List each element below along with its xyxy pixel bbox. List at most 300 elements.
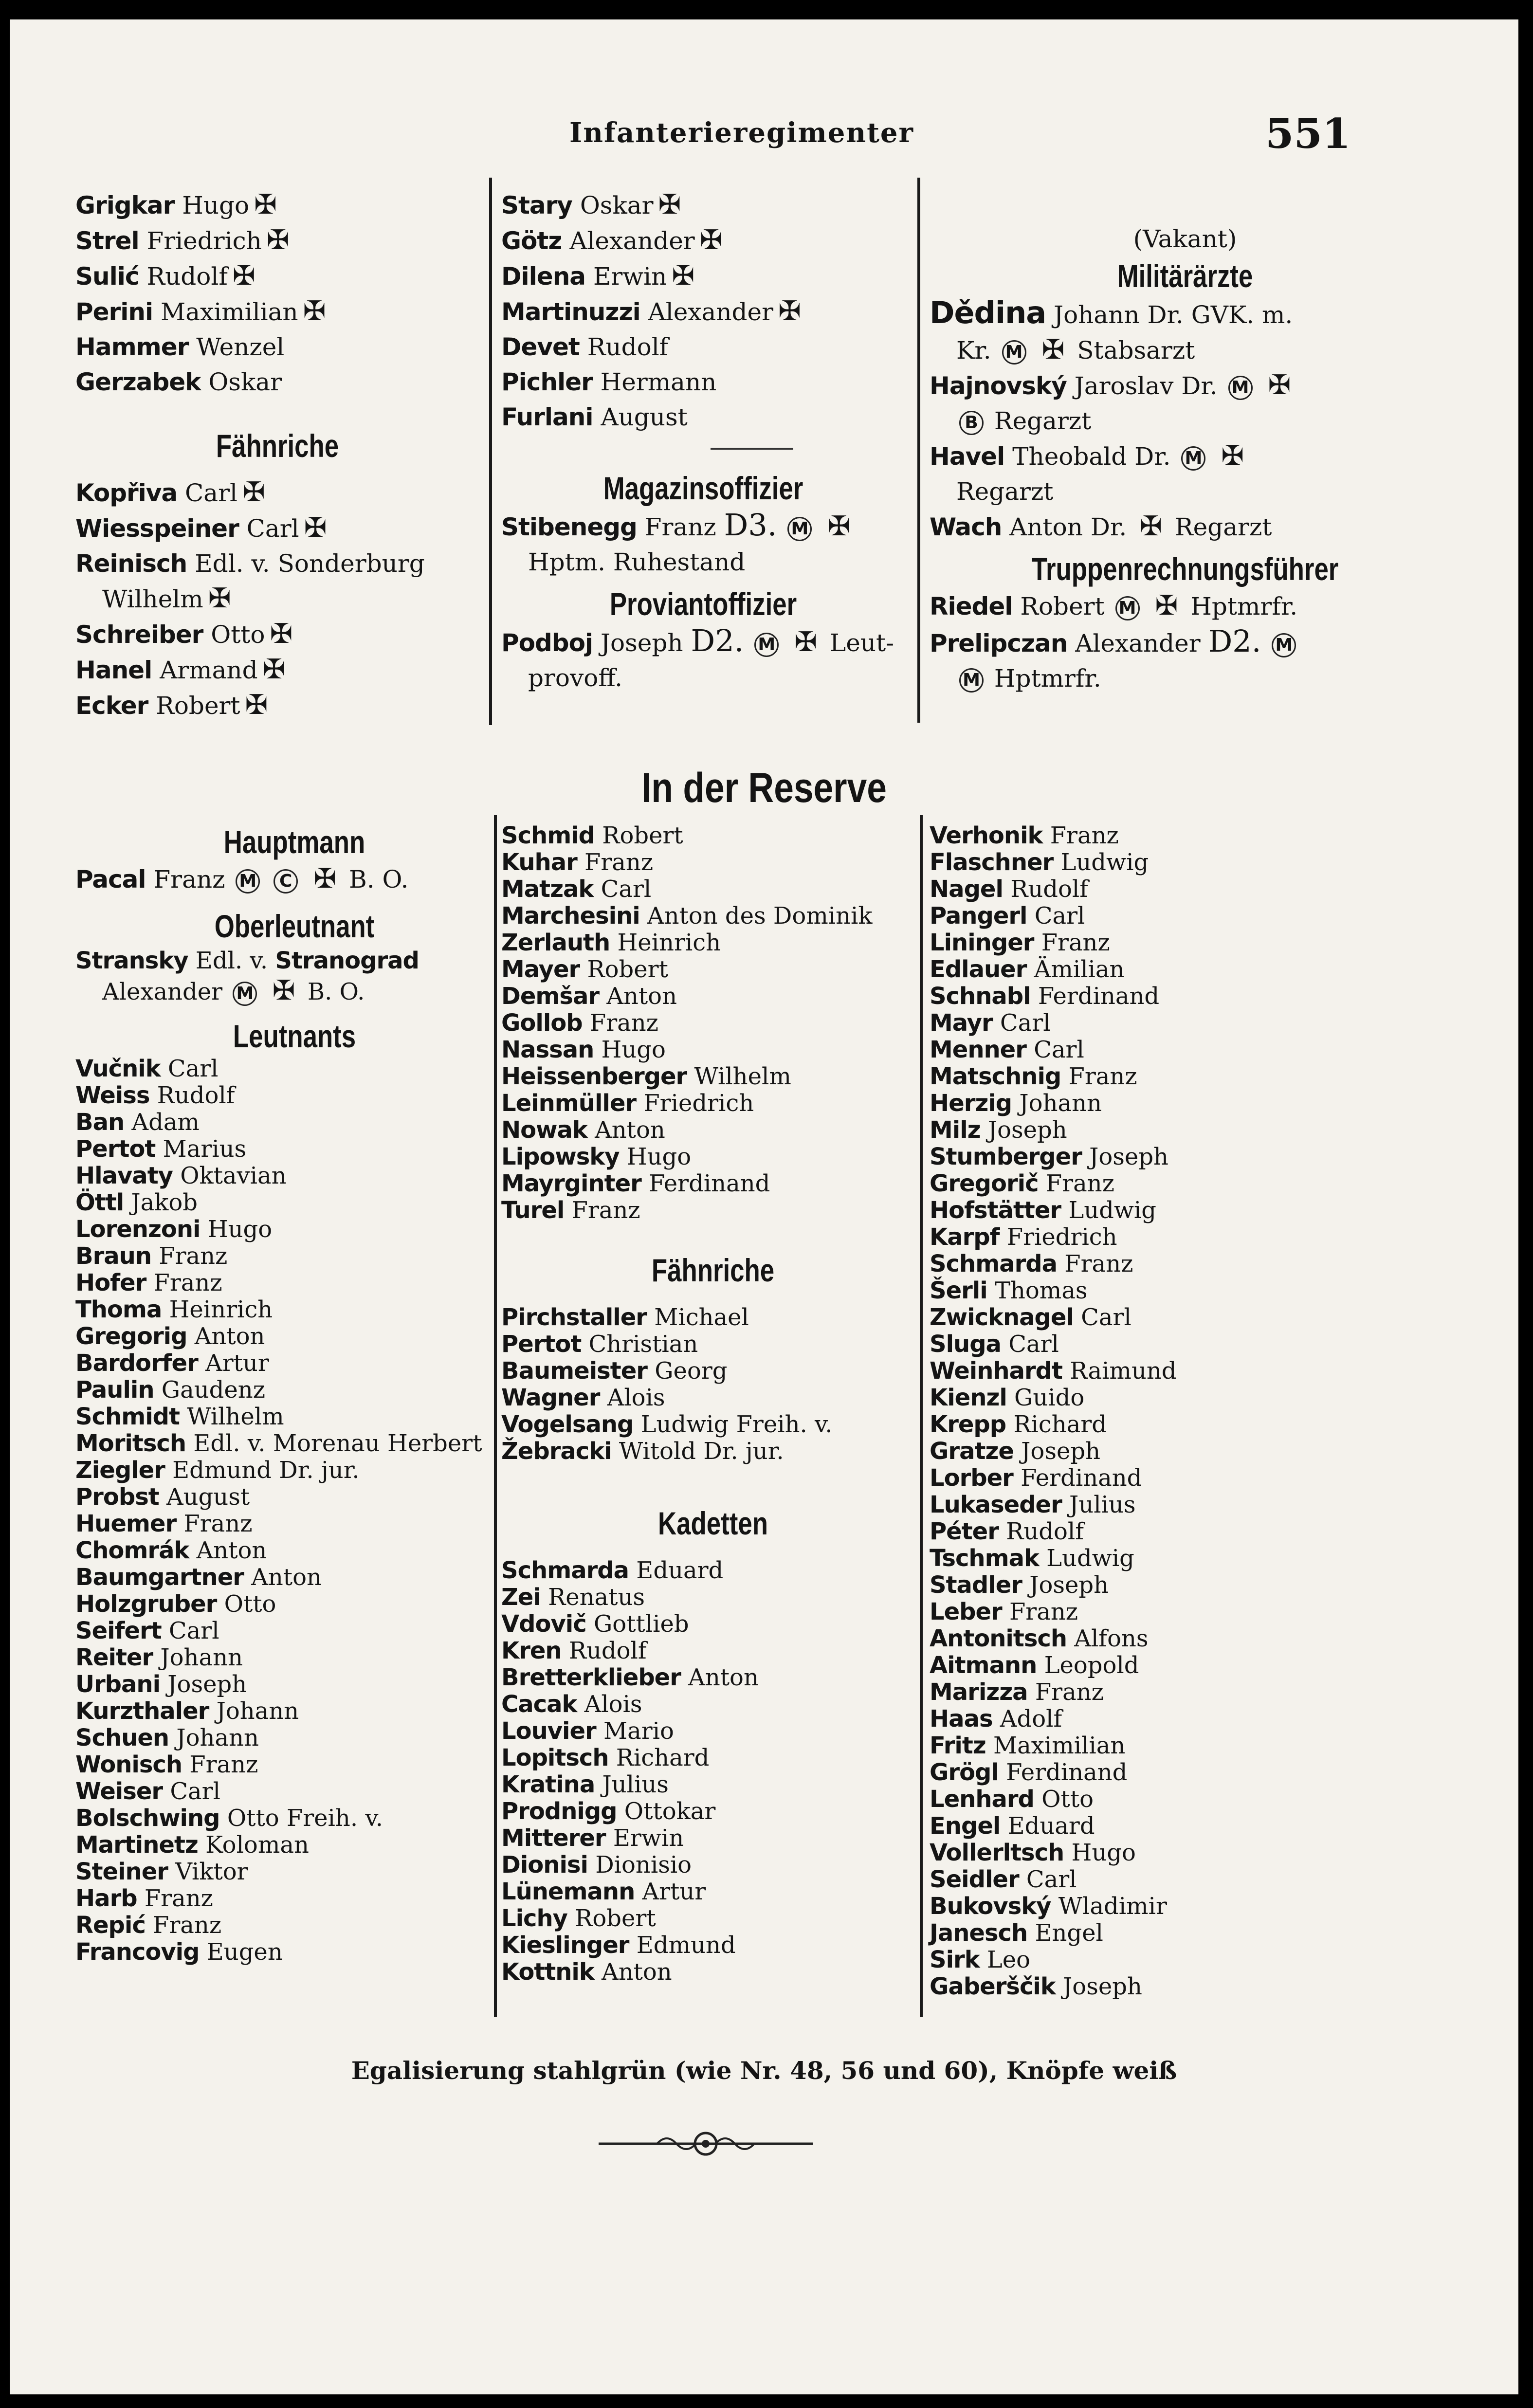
list-item <box>501 329 905 365</box>
surname: Schmid <box>501 822 595 849</box>
list-item <box>75 365 479 400</box>
cross-pattee-icon: ✠ <box>1221 440 1244 472</box>
surname: Pertot <box>75 1135 156 1163</box>
given-name: Edl. v. Morenau Herbert <box>193 1430 482 1457</box>
list-item <box>501 1438 925 1465</box>
given-name: Franz <box>1041 929 1110 956</box>
list-item <box>75 1082 513 1109</box>
surname: Ziegler <box>75 1457 165 1484</box>
cross-pattee-icon: ✠ <box>232 260 256 292</box>
surname: Devet <box>501 333 580 361</box>
surname: Kuhar <box>501 849 577 876</box>
list-item-continuation: Hptm. Ruhestand <box>528 548 746 576</box>
list-item <box>75 546 479 581</box>
surname: Stadler <box>930 1571 1022 1599</box>
surname: Götz <box>501 227 562 255</box>
list-item <box>930 849 1441 876</box>
circled-M-icon: M <box>233 982 257 1006</box>
list-item <box>930 1840 1441 1866</box>
cross-pattee-icon: ✠ <box>208 583 231 614</box>
surname: Dionisi <box>501 1851 588 1879</box>
surname: Baumeister <box>501 1357 647 1385</box>
cross-pattee-icon: ✠ <box>254 189 277 220</box>
surname: Péter <box>930 1518 999 1545</box>
list-item <box>501 983 925 1010</box>
list-item <box>501 1584 925 1611</box>
given-name: Robert <box>602 822 683 849</box>
given-name: Alois <box>584 1691 642 1718</box>
given-name: Johann <box>160 1644 243 1671</box>
surname: Zerlauth <box>501 929 610 956</box>
given-name: Engel <box>1035 1919 1103 1947</box>
list-item <box>501 1170 925 1197</box>
given-name: Friedrich <box>146 227 262 255</box>
list-item <box>75 475 479 511</box>
surname: Holzgruber <box>75 1590 217 1618</box>
given-name: Edl. v. Sonderburg <box>195 549 425 578</box>
list-item <box>501 1611 925 1638</box>
surname: Urbani <box>75 1671 161 1698</box>
list-item <box>930 930 1441 956</box>
given-name: Alexander <box>569 227 695 255</box>
given-name: Johann <box>1019 1090 1102 1117</box>
surname: Bardorfer <box>75 1350 198 1377</box>
given-name: Ludwig Freih. v. <box>640 1411 833 1438</box>
surname: Schmarda <box>501 1557 629 1584</box>
given-name: Hugo <box>1071 1839 1136 1866</box>
surname: Kopřiva <box>75 479 178 507</box>
surname: Grigkar <box>75 191 175 219</box>
surname: Dilena <box>501 262 586 291</box>
given-name: Ämilian <box>1034 956 1125 983</box>
list-item: Dědina Johann Dr. GVK. m. <box>930 295 1293 330</box>
given-name: Franz <box>571 1197 640 1224</box>
given-name: Joseph <box>987 1116 1067 1144</box>
given-name: Hugo <box>601 1036 666 1063</box>
cross-pattee-icon: ✠ <box>266 224 290 256</box>
circled-M-icon: M <box>1181 446 1205 471</box>
given-name: Rudolf <box>568 1637 647 1664</box>
list-item <box>75 1912 513 1939</box>
given-name: Hugo <box>207 1216 273 1243</box>
surname: Engel <box>930 1812 1001 1840</box>
given-name: Thomas <box>994 1277 1088 1304</box>
given-name: Friedrich <box>1006 1223 1117 1251</box>
given-name: Franz <box>153 1269 222 1296</box>
list-item <box>930 1251 1441 1277</box>
section-heading-hauptmann: Hauptmann <box>223 824 365 860</box>
surname: Gratze <box>930 1438 1014 1465</box>
given-name: Wenzel <box>196 333 285 361</box>
column-3-top <box>930 187 1441 696</box>
list-item <box>930 1090 1441 1117</box>
given-name: Robert <box>156 692 240 720</box>
surname: Ban <box>75 1109 125 1136</box>
list-item <box>75 1885 513 1912</box>
given-name: Ludwig <box>1060 849 1149 876</box>
surname: Bukovský <box>930 1893 1051 1920</box>
surname: Sluga <box>930 1331 1001 1358</box>
cross-pattee-icon: ✠ <box>304 512 327 544</box>
given-name: Dionisio <box>595 1851 692 1879</box>
section-heading-proviantoffizier: Proviantoffizier <box>609 586 797 622</box>
given-name: Ferdinand <box>649 1170 770 1197</box>
surname: Flaschner <box>930 849 1054 876</box>
surname: Lünemann <box>501 1878 635 1905</box>
list-item <box>75 581 479 617</box>
given-name: Joseph <box>1089 1143 1168 1170</box>
given-name: Michael <box>654 1304 749 1331</box>
given-name: Adolf <box>1000 1705 1062 1733</box>
list-item <box>930 1920 1441 1947</box>
surname: Aitmann <box>930 1652 1037 1679</box>
circled-M-icon: M <box>236 869 260 894</box>
given-name: Adam <box>131 1109 200 1136</box>
footer-note: Egalisierung stahlgrün (wie Nr. 48, 56 und 60), Knöpfe weiß <box>351 2056 1177 2085</box>
surname: Marchesini <box>501 902 640 930</box>
surname: Mayer <box>501 956 580 983</box>
vakant-note: (Vakant) <box>1133 225 1237 253</box>
surname: Nagel <box>930 876 1003 903</box>
list-item <box>930 1572 1441 1599</box>
list-item <box>930 1599 1441 1625</box>
given-name: Oskar <box>208 368 282 396</box>
surname: Matschnig <box>930 1063 1061 1090</box>
list-item <box>75 1350 513 1377</box>
list-item <box>930 1331 1441 1358</box>
list-item <box>501 1090 925 1117</box>
surname: Kratina <box>501 1771 595 1798</box>
given-name: Ferdinand <box>1006 1759 1128 1786</box>
list-item <box>501 1358 925 1385</box>
surname: Bretterklieber <box>501 1664 681 1691</box>
surname: Milz <box>930 1116 981 1144</box>
list-item <box>930 1304 1441 1331</box>
list-item: Riedel Robert M ✠ Hptmrfr. <box>930 590 1298 621</box>
surname: Demšar <box>501 983 600 1010</box>
list-item <box>75 1751 513 1778</box>
ornament-divider <box>599 2127 813 2161</box>
given-name: Johann <box>176 1724 259 1751</box>
given-name: Robert <box>587 956 668 983</box>
cross-pattee-icon: ✠ <box>699 224 723 256</box>
section-heading-faehnriche-reserve: Fähnriche <box>651 1252 775 1288</box>
list-item <box>75 1430 513 1457</box>
surname: Huemer <box>75 1510 177 1537</box>
given-name: Joseph <box>1029 1571 1109 1599</box>
list-item <box>501 1691 925 1718</box>
surname: Nassan <box>501 1036 594 1063</box>
given-name: Leo <box>986 1946 1031 1973</box>
list-item <box>501 930 925 956</box>
surname: Weiser <box>75 1778 163 1805</box>
list-item-continuation: provoff. <box>528 664 622 692</box>
list-item <box>75 1243 513 1270</box>
given-name: Franz <box>183 1510 253 1537</box>
list-item <box>75 1270 513 1296</box>
surname: Schmarda <box>930 1250 1058 1277</box>
list-item <box>501 258 905 294</box>
surname: Schnabl <box>930 983 1031 1010</box>
given-name: Alfons <box>1074 1625 1149 1652</box>
column-2-top <box>501 187 905 695</box>
surname: Reinisch <box>75 549 187 578</box>
cross-pattee-icon: ✠ <box>1139 511 1163 542</box>
given-name: Hugo <box>626 1143 692 1170</box>
given-name: Franz <box>1035 1678 1104 1706</box>
surname: Pichler <box>501 368 593 396</box>
list-item <box>75 1404 513 1430</box>
surname: Strel <box>75 227 139 255</box>
list-item <box>930 983 1441 1010</box>
surname: Weinhardt <box>930 1357 1062 1385</box>
surname: Hlavaty <box>75 1162 173 1189</box>
surname: Repić <box>75 1912 146 1939</box>
given-name: Anton <box>196 1537 267 1564</box>
list-item <box>75 294 479 329</box>
list-item: Prelipczan Alexander D2. M <box>930 624 1441 661</box>
given-name: Franz <box>1064 1250 1133 1277</box>
surname: Louvier <box>501 1717 596 1745</box>
given-name: Witold Dr. jur. <box>619 1438 784 1465</box>
surname: Prodnigg <box>501 1798 617 1825</box>
list-item <box>75 1163 513 1189</box>
surname: Lukaseder <box>930 1491 1062 1518</box>
circled-M-icon: M <box>1002 340 1026 365</box>
section-heading-leutnants: Leutnants <box>233 1018 356 1054</box>
list-item <box>75 1859 513 1885</box>
list-item <box>501 1905 925 1932</box>
surname: Baumgartner <box>75 1564 244 1591</box>
surname: Schmidt <box>75 1403 180 1430</box>
circled-M-icon: M <box>754 633 779 657</box>
list-item <box>501 822 925 849</box>
list-item <box>930 1197 1441 1224</box>
surname: Stary <box>501 191 572 219</box>
list-item <box>501 187 905 223</box>
given-name: Erwin <box>613 1824 684 1852</box>
list-item <box>930 1947 1441 1973</box>
surname: Turel <box>501 1197 565 1224</box>
list-item <box>75 1832 513 1859</box>
given-name: Oskar <box>580 191 654 219</box>
list-item <box>930 1037 1441 1063</box>
list-item <box>75 223 479 258</box>
surname: Schuen <box>75 1724 169 1751</box>
list-item <box>930 1117 1441 1144</box>
given-name: Renatus <box>548 1584 645 1611</box>
given-name: Artur <box>205 1350 269 1377</box>
list-item <box>930 1518 1441 1545</box>
column-divider <box>489 178 492 725</box>
surname: Lichy <box>501 1905 567 1932</box>
given-name: Rudolf <box>157 1082 235 1109</box>
list-item <box>501 1411 925 1438</box>
given-name: Franz <box>1068 1063 1137 1090</box>
surname: Marizza <box>930 1678 1028 1706</box>
list-item <box>75 617 479 652</box>
given-name: Friedrich <box>643 1090 754 1117</box>
list-item <box>75 1939 513 1966</box>
surname: Paulin <box>75 1376 154 1404</box>
surname: Pertot <box>501 1331 582 1358</box>
list-item <box>501 294 905 329</box>
given-name: Armand <box>160 656 258 684</box>
list-item <box>501 1664 925 1691</box>
list-item <box>930 1010 1441 1037</box>
given-name: Artur <box>642 1878 706 1905</box>
list-item <box>75 1778 513 1805</box>
list-item <box>930 1733 1441 1759</box>
list-item-continuation: Regarzt <box>956 477 1054 506</box>
surname: Lininger <box>930 929 1034 956</box>
list-item: Stibenegg Franz D3. M ✠ <box>501 507 851 543</box>
list-item <box>75 1671 513 1698</box>
list-item <box>501 1304 925 1331</box>
given-name: Ottokar <box>624 1798 716 1825</box>
column-divider <box>917 178 920 723</box>
surname: Mayrginter <box>501 1170 641 1197</box>
list-item <box>930 1063 1441 1090</box>
list-item <box>930 1170 1441 1197</box>
list-item <box>930 1706 1441 1733</box>
given-name: Jakob <box>131 1189 198 1216</box>
list-item <box>930 1625 1441 1652</box>
list-item <box>75 1618 513 1644</box>
given-name: Koloman <box>205 1831 309 1859</box>
given-name: Leopold <box>1044 1652 1139 1679</box>
given-name: Anton <box>688 1664 759 1691</box>
surname: Probst <box>75 1483 159 1511</box>
given-name: Ludwig <box>1046 1545 1134 1572</box>
given-name: Franz <box>189 1751 258 1778</box>
given-name: Carl <box>1034 1036 1084 1063</box>
given-name: Carl <box>1034 902 1085 930</box>
list-item <box>501 223 905 258</box>
surname: Vollerltsch <box>930 1839 1064 1866</box>
given-name: Franz <box>584 849 654 876</box>
given-name: Eugen <box>206 1938 283 1966</box>
surname: Kieslinger <box>501 1932 629 1959</box>
given-name: Otto Freih. v. <box>227 1805 383 1832</box>
cross-pattee-icon: ✠ <box>242 476 265 508</box>
surname: Antonitsch <box>930 1625 1067 1652</box>
circled-M-icon: M <box>1228 376 1253 400</box>
list-item <box>75 329 479 365</box>
cross-pattee-icon: ✠ <box>245 689 268 721</box>
given-name: Heinrich <box>169 1296 273 1323</box>
list-item: Havel Theobald Dr. M ✠ <box>930 440 1244 472</box>
list-item: Podboj Joseph D2. M ✠ Leut- <box>501 623 894 658</box>
given-name: Anton <box>606 983 677 1010</box>
given-name: Hermann <box>600 368 717 396</box>
given-name: Gottlieb <box>593 1610 689 1638</box>
surname: Sirk <box>930 1946 980 1973</box>
surname: Reiter <box>75 1644 153 1671</box>
list-item <box>501 1197 925 1224</box>
surname: Vdovič <box>501 1610 586 1638</box>
given-name: Otto <box>224 1590 276 1618</box>
surname: Francovig <box>75 1938 200 1966</box>
cross-pattee-icon: ✠ <box>1155 590 1178 621</box>
surname: Perini <box>75 298 153 326</box>
given-name: Franz <box>159 1242 228 1270</box>
list-item <box>75 1189 513 1216</box>
column-1-bottom <box>75 822 513 1966</box>
given-name: Carl <box>185 479 238 507</box>
cross-pattee-icon: ✠ <box>1041 334 1065 365</box>
given-name: Ferdinand <box>1021 1464 1142 1492</box>
list-item-continuation: M Hptmrfr. <box>930 661 1441 696</box>
surname: Lenhard <box>930 1786 1034 1813</box>
surname: Stumberger <box>930 1143 1082 1170</box>
surname: Mayr <box>930 1009 993 1037</box>
list-item <box>930 1277 1441 1304</box>
given-name: Richard <box>616 1744 710 1771</box>
given-name: Rudolf <box>587 333 669 361</box>
list-item <box>501 1331 925 1358</box>
list-item <box>501 1959 925 1986</box>
list-item <box>501 1825 925 1852</box>
list-item <box>75 1484 513 1511</box>
list-item <box>75 187 479 223</box>
surname: Seifert <box>75 1617 162 1644</box>
given-name: Georg <box>655 1357 728 1385</box>
surname: Zwicknagel <box>930 1304 1074 1331</box>
list-item-continuation: Kr. M ✠ Stabsarzt <box>956 334 1195 365</box>
cross-pattee-icon: ✠ <box>272 975 295 1006</box>
list-item <box>75 1457 513 1484</box>
cross-pattee-icon: ✠ <box>827 511 851 542</box>
given-name: Franz <box>1050 822 1119 849</box>
surname: Steiner <box>75 1858 168 1885</box>
given-name: Eduard <box>636 1557 724 1584</box>
list-item <box>501 1718 925 1745</box>
surname: Haas <box>930 1705 993 1733</box>
given-name: Alexander <box>648 298 774 326</box>
given-name: Otto <box>1041 1786 1094 1813</box>
list-item <box>930 1358 1441 1385</box>
list-item <box>930 1759 1441 1786</box>
given-name: Christian <box>588 1331 698 1358</box>
given-name: Gaudenz <box>161 1376 266 1404</box>
surname: Seidler <box>930 1866 1019 1893</box>
given-name: Johann <box>216 1697 299 1725</box>
surname: Hofer <box>75 1269 146 1296</box>
given-name: Rudolf <box>1010 876 1088 903</box>
cross-pattee-icon: ✠ <box>778 295 801 327</box>
surname: Furlani <box>501 403 593 431</box>
given-name: Marius <box>163 1135 247 1163</box>
surname: Weiss <box>75 1082 150 1109</box>
surname: Hanel <box>75 656 152 684</box>
list-item <box>930 1144 1441 1170</box>
list-item <box>930 1813 1441 1840</box>
given-name: Anton <box>251 1564 322 1591</box>
given-name: Franz <box>153 1912 222 1939</box>
list-item: Stransky Edl. v. Stranograd <box>75 947 419 974</box>
circled-M-icon: M <box>1115 596 1140 620</box>
list-item <box>75 1216 513 1243</box>
surname: Janesch <box>930 1919 1028 1947</box>
given-name: Richard <box>1013 1411 1107 1438</box>
given-name: Wilhelm <box>187 1403 284 1430</box>
list-item <box>930 876 1441 903</box>
given-name: Oktavian <box>180 1162 287 1189</box>
list-item <box>75 1136 513 1163</box>
circled-C-icon: C <box>274 869 298 894</box>
given-name: Heinrich <box>617 929 721 956</box>
